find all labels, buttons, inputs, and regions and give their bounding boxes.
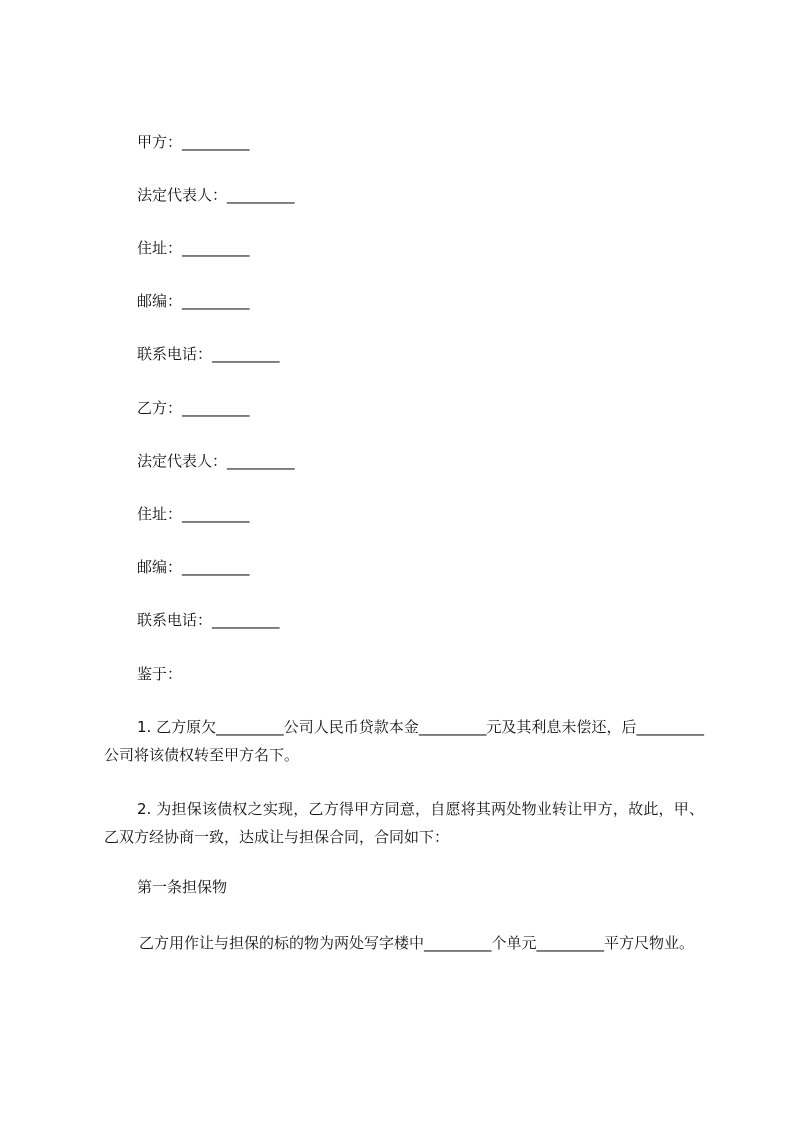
recital-2: 2. 为担保该债权之实现，乙方得甲方同意，自愿将其两处物业转让甲方，故此，甲、乙双方经协商一致，达成让与担保合同，合同如下： [104, 800, 704, 846]
party-b-postcode-line: 邮编：_________ [137, 558, 250, 576]
article-1-heading: 第一条担保物 [137, 878, 228, 896]
party-a-name-line: 甲方：_________ [137, 133, 250, 151]
article-1-body: 乙方用作让与担保的标的物为两处写字楼中_________个单元_________平方尺物业。 [139, 934, 695, 952]
party-a-legal-rep-line: 法定代表人：_________ [137, 186, 295, 204]
party-b-phone-line: 联系电话：_________ [137, 611, 280, 629]
party-a-postcode-line: 邮编：_________ [137, 292, 250, 310]
recital-1: 1. 乙方原欠_________公司人民币贷款本金_________元及其利息未偿还，后_________公司将该债权转至甲方名下。 [104, 718, 704, 764]
party-a-phone-line: 联系电话：_________ [137, 345, 280, 363]
party-b-legal-rep-line: 法定代表人：_________ [137, 452, 295, 470]
party-b-name-line: 乙方：_________ [137, 399, 250, 417]
party-a-address-line: 住址：_________ [137, 239, 250, 257]
whereas-heading: 鉴于： [137, 665, 183, 683]
party-b-address-line: 住址：_________ [137, 505, 250, 523]
